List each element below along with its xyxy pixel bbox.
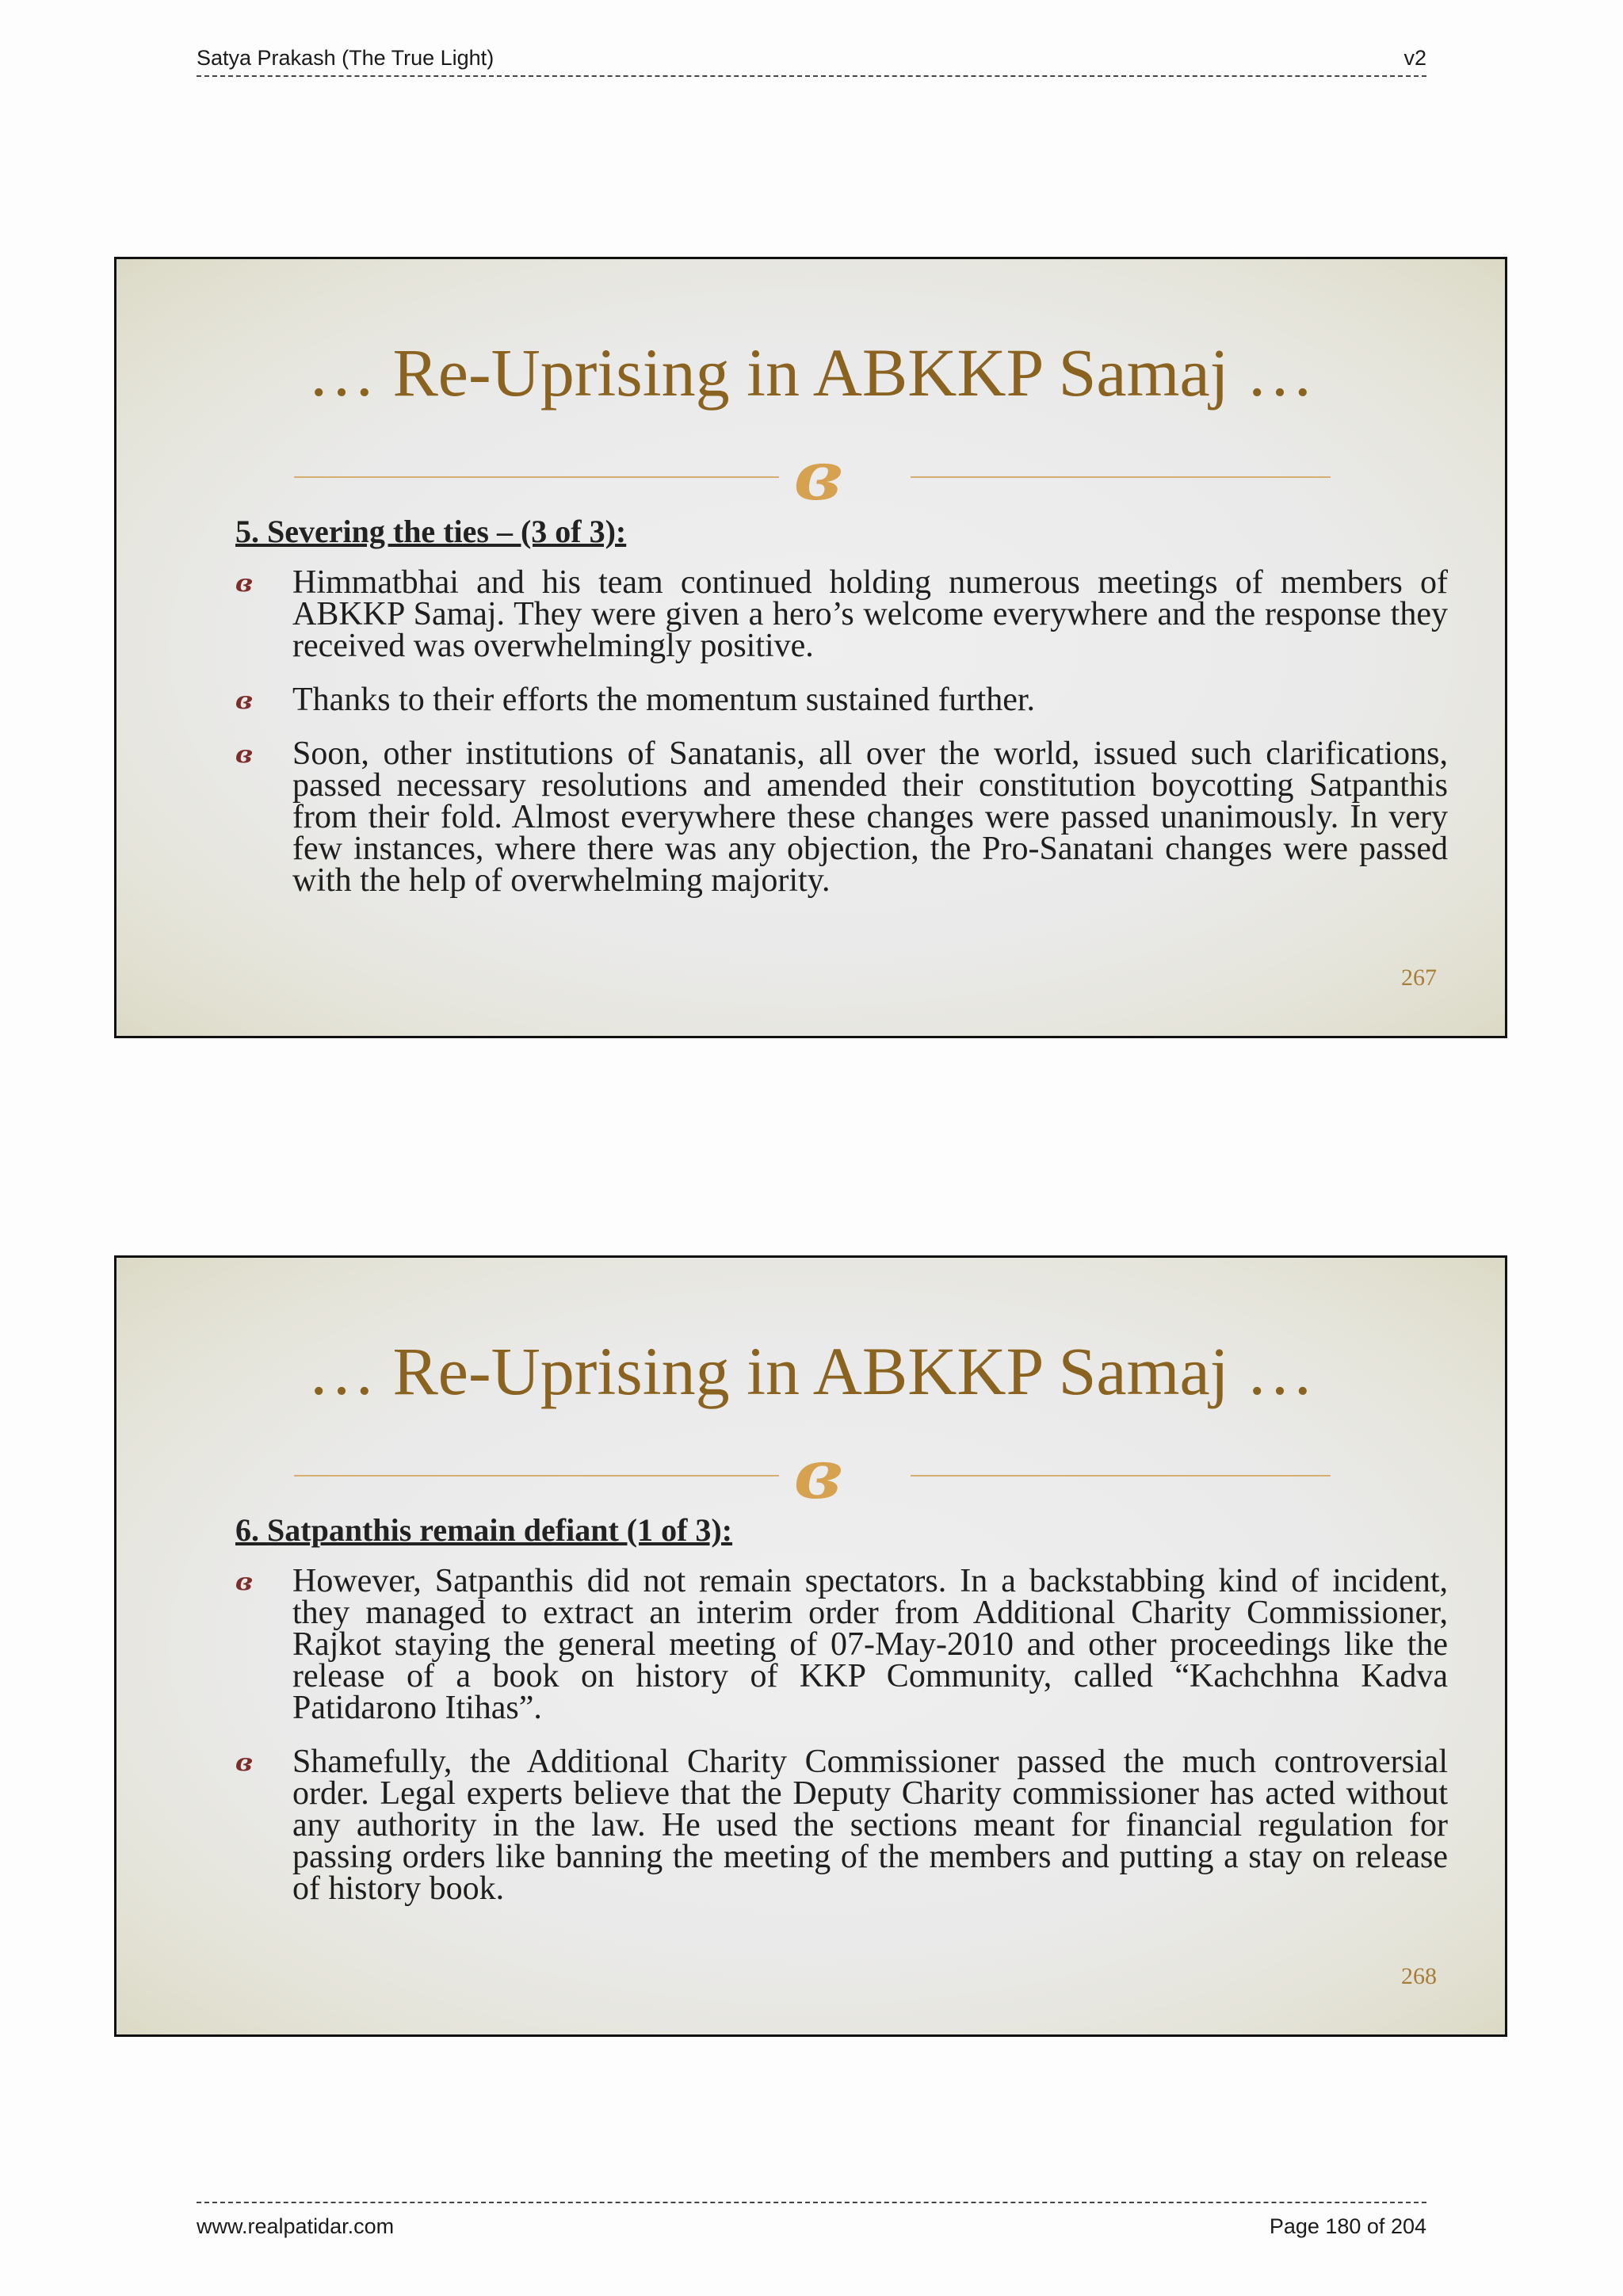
bullet-text: Shamefully, the Additional Charity Commissioner passed the much controversial order. Legal experts believe that the Deputy Charity commissioner has acted without any authority in the law. He used the sections meant for financial regulation for passing orders like banning the meeting of the members and putting a stay on release of history book.	[292, 1744, 1448, 1907]
website-link[interactable]: www.realpatidar.com	[197, 2214, 395, 2238]
slide-subheading: 5. Severing the ties – (3 of 3):	[235, 514, 627, 549]
page-footer	[197, 2202, 1426, 2239]
document-version: v2	[1403, 46, 1426, 70]
slide-267	[114, 257, 1507, 1038]
bullet-text: Himmatbhai and his team continued holding numerous meetings of members of ABKKP Samaj. They were given a hero’s welcome everywhere and the response they received was overwhelmingly positive.	[292, 564, 1448, 664]
ornament-rule-right	[911, 1475, 1331, 1477]
bullet-flourish-icon: ɞ	[235, 687, 250, 715]
bullet-flourish-icon: ɞ	[235, 1749, 250, 1777]
slide-title: … Re-Uprising in ABKKP Samaj …	[307, 1333, 1315, 1409]
slide-number: 268	[1401, 1963, 1437, 1989]
slide-subheading: 6. Satpanthis remain defiant (1 of 3):	[235, 1512, 733, 1548]
bullet-text: Soon, other institutions of Sanatanis, all over the world, issued such clarifications, passed necessary resolutions and amended their constitution boycotting Satpanthis from their fold. Almost everywhere these changes were passed unanimously. In very few instances, where there was any objection, the Pro-Sanatani changes were passed with the help of overwhelming majority.	[292, 735, 1448, 899]
page-header	[197, 46, 1426, 77]
bullet-list	[235, 564, 1503, 919]
bullet-text: Thanks to their efforts the momentum sustained further.	[292, 682, 1036, 718]
list-item	[235, 564, 1503, 664]
bullet-flourish-icon: ɞ	[235, 741, 250, 769]
list-item	[235, 684, 1503, 716]
bullet-flourish-icon: ɞ	[235, 570, 250, 598]
slide-268	[114, 1255, 1507, 2037]
bullet-text: However, Satpanthis did not remain spectators. In a backstabbing kind of incident, they managed to extract an interim order from Additional Charity Commissioner, Rajkot staying the general meeting of 07-May-2010 and other proceedings like the release of a book on history of KKP Community, called “Kachchhna Kadva Patidarono Itihas”.	[292, 1563, 1448, 1726]
header-divider	[197, 75, 1426, 77]
bullet-flourish-icon: ɞ	[235, 1568, 250, 1596]
bullet-list	[235, 1565, 1503, 1927]
list-item	[235, 1565, 1503, 1724]
document-title: Satya Prakash (The True Light)	[197, 46, 495, 70]
ornament-rule-left	[294, 1475, 779, 1477]
slide-number: 267	[1401, 965, 1437, 991]
ornament-rule-left	[294, 476, 779, 478]
list-item	[235, 735, 1503, 899]
ornament-rule-right	[911, 476, 1331, 478]
slide-title: … Re-Uprising in ABKKP Samaj …	[307, 334, 1315, 411]
list-item	[235, 1744, 1503, 1907]
flourish-ornament-icon: ɞ	[793, 437, 842, 515]
page-counter: Page 180 of 204	[1269, 2214, 1426, 2238]
footer-divider	[197, 2202, 1426, 2203]
flourish-ornament-icon: ɞ	[793, 1435, 842, 1514]
